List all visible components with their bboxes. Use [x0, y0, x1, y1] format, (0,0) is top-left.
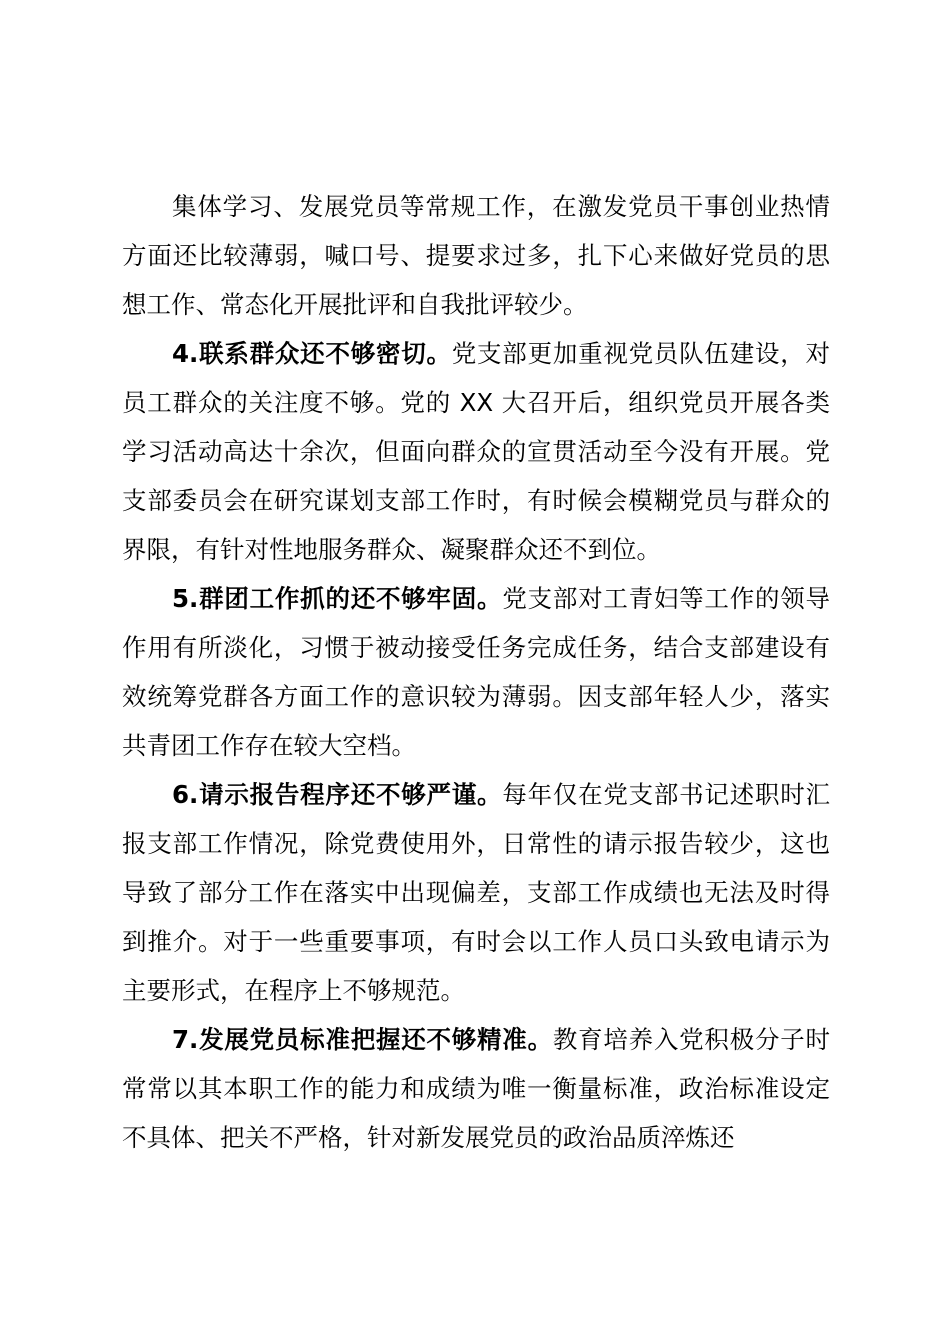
item-heading: 4.联系群众还不够密切。	[172, 339, 452, 368]
paragraph-item-6	[122, 770, 830, 1015]
paragraph-item-7	[122, 1015, 830, 1162]
document-body	[122, 182, 830, 1162]
paragraph-continued	[122, 182, 830, 329]
item-heading: 5.群团工作抓的还不够牢固。	[172, 584, 503, 613]
paragraph-text: 每年仅在党支部书记述职时汇报支部工作情况，除党费使用外，日常性的请示报告较少，这也导致了部分工作在落实中出现偏差，支部工作成绩也无法及时得到推介。对于一些重要事项，有时会以工作人员口头致电请示为主要形式，在程序上不够规范。	[122, 780, 830, 1005]
paragraph-text: 党支部更加重视党员队伍建设，对员工群众的关注度不够。党的 XX 大召开后，组织党员开展各类学习活动高达十余次，但面向群众的宣贯活动至今没有开展。党支部委员会在研究谋划支部工作时，有时候会模糊党员与群众的界限，有针对性地服务群众、凝聚群众还不到位。	[122, 339, 830, 564]
paragraph-item-5	[122, 574, 830, 770]
paragraph-text: 集体学习、发展党员等常规工作，在激发党员干事创业热情方面还比较薄弱，喊口号、提要求过多，扎下心来做好党员的思想工作、常态化开展批评和自我批评较少。	[122, 192, 830, 319]
item-heading: 7.发展党员标准把握还不够精准。	[172, 1025, 553, 1054]
paragraph-text: 教育培养入党积极分子时常常以其本职工作的能力和成绩为唯一衡量标准，政治标准设定不具体、把关不严格，针对新发展党员的政治品质淬炼还	[122, 1025, 830, 1152]
paragraph-text: 党支部对工青妇等工作的领导作用有所淡化，习惯于被动接受任务完成任务，结合支部建设有效统筹党群各方面工作的意识较为薄弱。因支部年轻人少，落实共青团工作存在较大空档。	[122, 584, 830, 760]
item-heading: 6.请示报告程序还不够严谨。	[172, 780, 503, 809]
paragraph-item-4	[122, 329, 830, 574]
